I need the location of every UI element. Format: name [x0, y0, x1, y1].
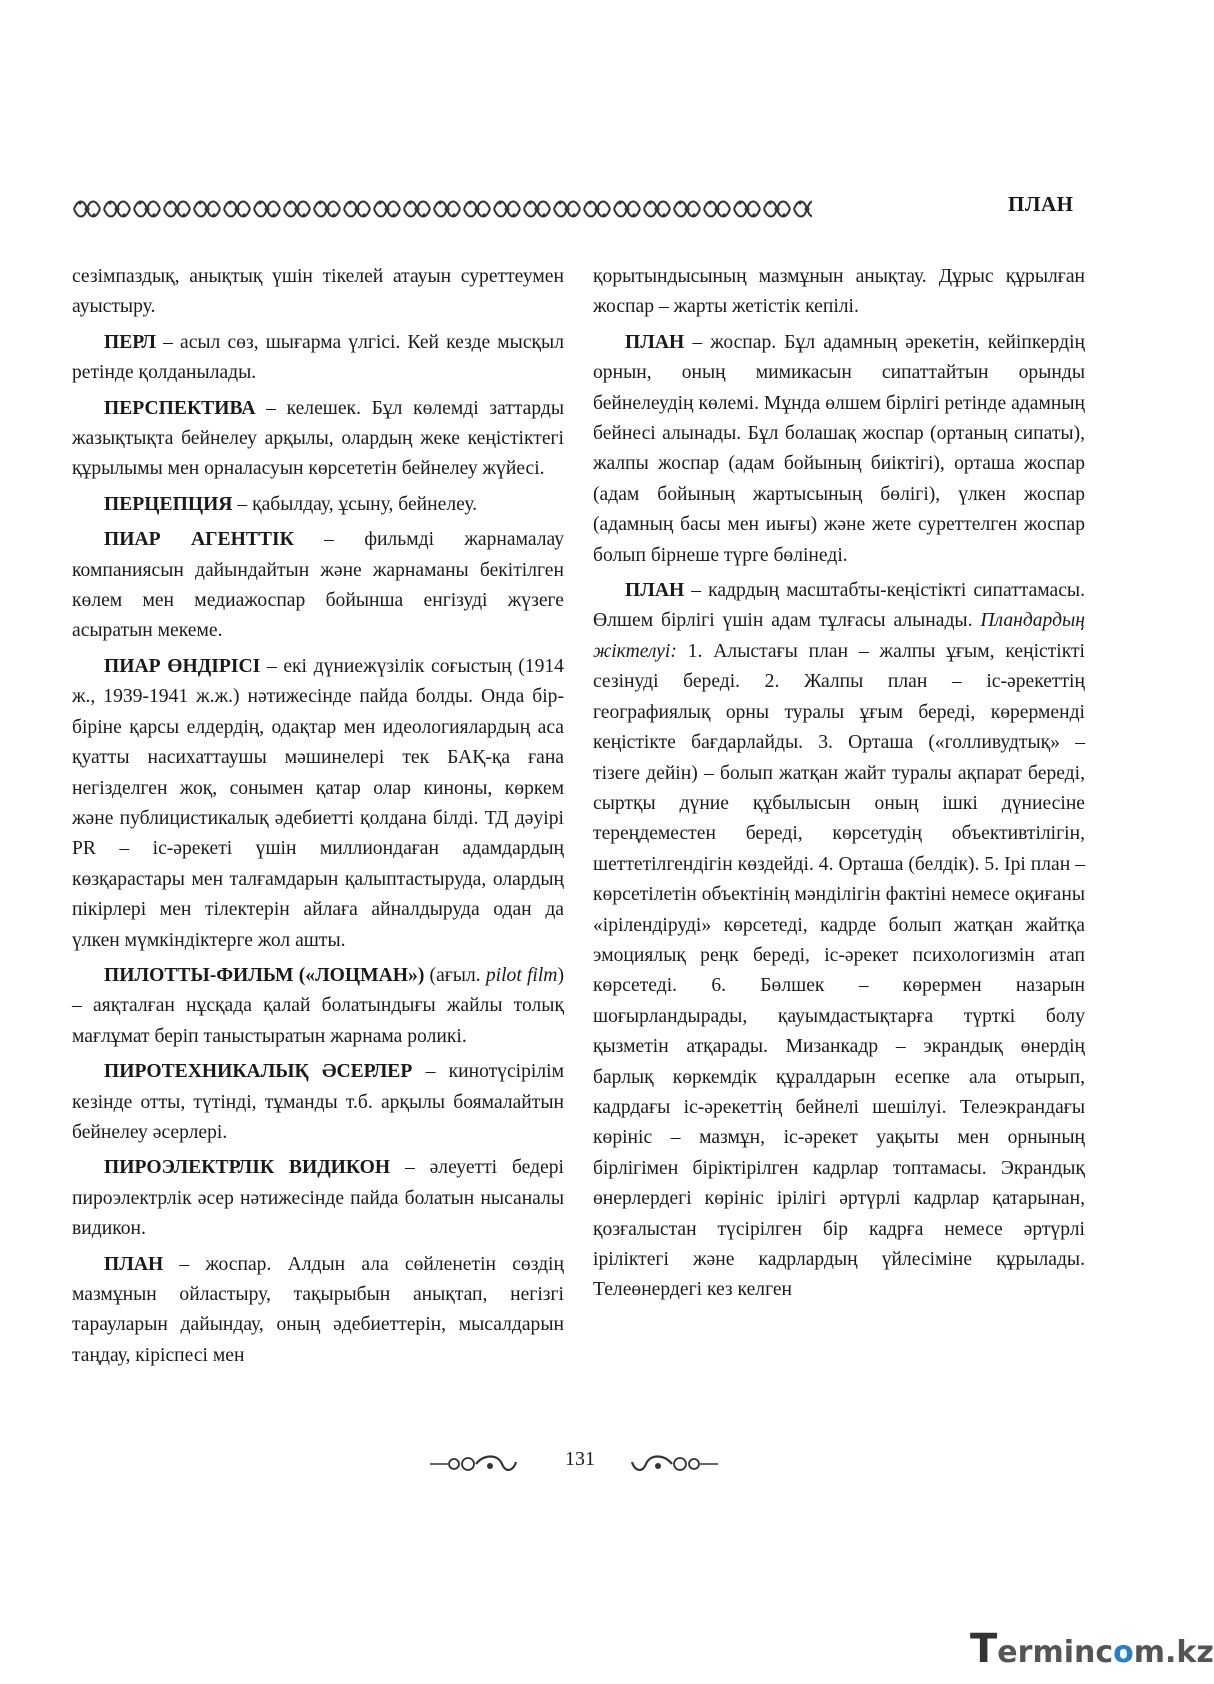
- dictionary-entry: [72, 1153, 564, 1244]
- dictionary-entry: [593, 328, 1085, 571]
- entry-text: – келешек. Бұл көлемді заттарды жазықтықта бейнелеу арқылы, олардың жеке кеңістіктегі құрылымы мен орналасуын көрсететін бейнелеу жүйесі.: [72, 397, 564, 480]
- entry-text: – екі дүниежүзілік соғыстың (1914 ж., 1939-1941 ж.ж.) нәтижесінде пайда болды. Онда бір-біріне қарсы елдердің, одақтар мен идеологиялардың аса қуатты насихаттаушы мәшинелері тек БАҚ-қа ғана негізделген жоқ, сонымен қатар олар киноны, көркем және публицистикалық әдебиетті қолдана білді. ТД дәуірі PR – іс-әрекеті үшін миллиондаған адамдардың көзқарастары мен талғамдарын қалыптастыруда, олардың пікірлері мен тілектерін айлаға айналдыруда одан да үлкен мүмкіндіктерге жол ашты.: [72, 655, 564, 951]
- entry-text-pre: (ағыл.: [424, 964, 486, 986]
- termincom-watermark: [970, 1626, 1214, 1672]
- entry-text: – жоспар. Алдын ала сөйленетін сөздің мазмұнын ойластыру, тақырыбын анықтап, негізгі тарауларын дайындау, оның әдебиеттерін, мысалдарын таңдау, кіріспесі мен: [72, 1253, 564, 1366]
- footer-ornament-right: [630, 1452, 720, 1476]
- entry-term: ПЕРЦЕПЦИЯ: [104, 493, 233, 515]
- entry-text: – қабылдау, ұсыну, бейнелеу.: [232, 493, 478, 515]
- entry-term: ПИРОЭЛЕКТРЛІК ВИДИКОН: [104, 1157, 391, 1179]
- entry-term: ПЛАН: [104, 1253, 164, 1275]
- entry-text: – кинотүсірілім кезінде отты, түтінді, тұманды т.б. арқылы боямалайтын бейнелеу әсерлері.: [72, 1061, 564, 1143]
- page-number: 131: [565, 1448, 595, 1470]
- entry-text: 1. Алыстағы план – жалпы ұғым, кеңістікті сезінуді береді. 2. Жалпы план – іс-әрекеттің географиялық орны туралы ұғым береді, көрерменді кеңістікте бағдарлайды. 3. Орташа («голливудтық» – тізеге дейін) – болып жатқан жайт туралы ақпарат береді, сыртқы дүние құбылысын оның ішкі дүниесіне тереңдеместен береді, көрсетудің объективтілігін, шеттетілгендігін көздейді. 4. Орташа (белдік). 5. Ірі план – көрсетілетін объектінің мәнділігін фактіні немесе оқиғаны «ірілендіруді» көрсетеді, кадрде болып жатқан жайтқа эмоциялық реңк береді, іс-әрекет психологизмін атап көрсетеді. 6. Бөлшек – көрермен назарын шоғырландырады, қауымдастықтарға түрткі болу қызметін атқарады. Мизанкадр – экрандық өнердің барлық көркемдік құралдарын есепке ала отырып, кадрдағы іс-әрекеттің бейнелі шешілуі. Телеэкрандағы көрініс – мазмұн, іс-әрекет уақыты мен орнының бірлігімен біріктірілген кадрлар топтамасы. Экрандық өнерлердегі көрініс ірілігі әртүрлі кадрлар қатарынан, қозғалыстан түсірілген бір кадрға немесе әртүрлі іріліктегі және кадрлардың үйлесіміне құрылады. Телеөнердегі кез келген: [593, 640, 1085, 1301]
- entry-text: сезімпаздық, анықтық үшін тікелей атауын суреттеумен ауыстыру.: [72, 266, 564, 318]
- right-column: [593, 262, 1085, 1311]
- entry-italic: pilot film: [485, 964, 558, 986]
- entry-text: – фильмді жарнамалау компаниясын дайындайтын және жарнаманы бекітілген көлем мен медиажоспар бойынша енгізуді жүзеге асыратын мекеме.: [72, 529, 564, 642]
- entry-text: қорытындысының мазмұнын анықтау. Дұрыс құрылған жоспар – жарты жетістік кепілі.: [593, 266, 1085, 318]
- entry-term: ПИЛОТТЫ-ФИЛЬМ («ЛОЦМАН»): [104, 964, 425, 986]
- entry-italic: Пландардың жіктелуі:: [593, 610, 1085, 662]
- dictionary-entry: [72, 490, 564, 520]
- watermark-mid1: erminc: [997, 1635, 1114, 1670]
- dictionary-entry: [593, 576, 1085, 1306]
- entry-term: ПЛАН: [625, 580, 685, 602]
- entry-text: – жоспар. Бұл адамның әрекетін, кейіпкердің орнын, оның мимикасын сипаттайтын орынды бейнелеудің көлемі. Мұнда өлшем бірлігі ретінде адамның бейнесі алынады. Бұл болашақ жоспар (ортаның сипаты), жалпы жоспар (адам бойының биіктігі), орташа жоспар (адам бойының жартысының бөлігі), үлкен жоспар (адамның басы мен иығы) және жете суреттелген жоспар болып бірнеше түрге бөлінеді.: [593, 331, 1085, 566]
- entry-term: ПИРОТЕХНИКАЛЫҚ ӘСЕРЛЕР: [104, 1061, 413, 1083]
- footer-ornament-left: [428, 1452, 518, 1476]
- entry-text: – асыл сөз, шығарма үлгісі. Кей кезде мысқыл ретінде қолданылады.: [72, 331, 564, 384]
- entry-term: ПЕРЛ: [104, 331, 156, 353]
- watermark-mid2: m.kz: [1133, 1635, 1214, 1670]
- watermark-o: o: [1113, 1635, 1134, 1670]
- header-ornament-band: [72, 196, 812, 222]
- entry-text: ) – аяқталған нұсқада қалай болатындығы жайлы толық мағлұмат беріп таныстыратын жарнама роликі.: [72, 964, 564, 1047]
- dictionary-entry: [72, 1057, 564, 1148]
- dictionary-entry: [72, 262, 564, 323]
- dictionary-entry: [593, 262, 1085, 323]
- dictionary-entry: [72, 1250, 564, 1372]
- entry-term: ПИАР ӨНДІРІСІ: [104, 655, 261, 677]
- running-head: ПЛАН: [1008, 192, 1074, 216]
- left-column: [72, 262, 564, 1376]
- dictionary-entry: [72, 394, 564, 485]
- entry-term: ПИАР АГЕНТТІК: [104, 529, 294, 551]
- dictionary-entry: [72, 525, 564, 647]
- watermark-prefix: T: [970, 1626, 998, 1672]
- entry-term: ПЕРСПЕКТИВА: [104, 397, 256, 419]
- dictionary-entry: [72, 328, 564, 389]
- dictionary-entry: [72, 961, 564, 1052]
- dictionary-entry: [72, 652, 564, 956]
- entry-text: – әлеуетті бедері пироэлектрлік әсер нәтижесінде пайда болатын нысаналы видикон.: [72, 1157, 564, 1240]
- entry-text-pre: – кадрдың масштабты-кеңістікті сипаттамасы. Өлшем бірлігі үшін адам тұлғасы алынады.: [593, 580, 1085, 632]
- entry-term: ПЛАН: [625, 331, 685, 353]
